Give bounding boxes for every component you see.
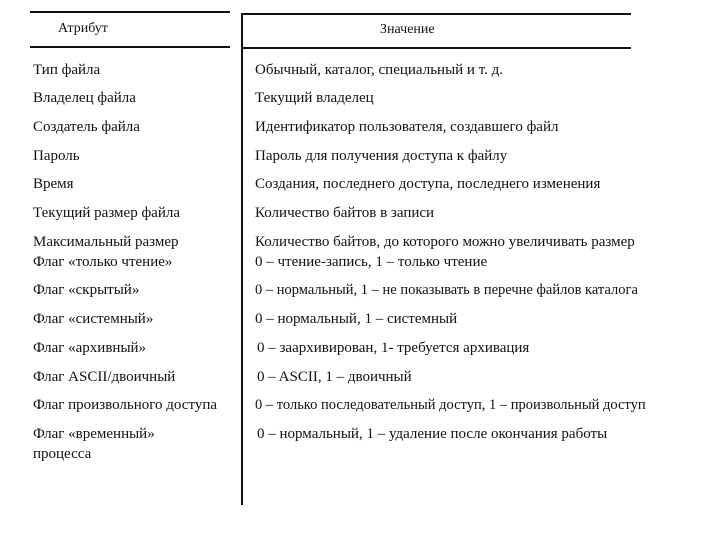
value-current-size: Количество байтов в записи (255, 205, 435, 221)
value-time: Создания, последнего доступа, последнего изменения (255, 176, 601, 192)
value-archive-flag: 0 – заархивирован, 1- требуется архивация (257, 340, 530, 356)
header-attribute: Атрибут (58, 21, 108, 36)
value-file-owner: Текущий владелец (255, 90, 374, 106)
value-system-flag: 0 – нормальный, 1 – системный (255, 311, 458, 327)
value-random-access-flag: 0 – только последовательный доступ, 1 – произвольный доступ (255, 397, 646, 413)
header-value: Значение (380, 22, 435, 37)
value-max-size-readonly: Количество байтов, до которого можно увеличивать размер 0 – чтение-запись, 1 – только чтение (255, 234, 635, 270)
header-bottom-rule-right (243, 47, 631, 49)
header-top-rule-left (30, 11, 230, 13)
attr-system-flag: Флаг «системный» (33, 311, 154, 327)
header-bottom-rule-left (30, 46, 230, 48)
attr-password: Пароль (33, 148, 80, 164)
value-file-type: Обычный, каталог, специальный и т. д. (255, 62, 504, 78)
attr-current-size: Текущий размер файла (33, 205, 180, 221)
attr-file-creator: Создатель файла (33, 119, 140, 135)
value-file-creator: Идентификатор пользователя, создавшего файл (255, 119, 559, 135)
attr-file-owner: Владелец файла (33, 90, 136, 106)
attr-max-size-readonly: Максимальный размер Флаг «только чтение» (33, 234, 179, 270)
attr-time: Время (33, 176, 74, 192)
attr-temporary-flag: Флаг «временный» процесса (33, 426, 155, 462)
value-password: Пароль для получения доступа к файлу (255, 148, 508, 164)
attr-random-access-flag: Флаг произвольного доступа (33, 397, 217, 413)
header-top-rule-right (243, 13, 631, 15)
value-hidden-flag: 0 – нормальный, 1 – не показывать в перечне файлов каталога (255, 282, 638, 298)
attr-ascii-binary-flag: Флаг ASCII/двоичный (33, 369, 176, 385)
attr-file-type: Тип файла (33, 62, 101, 78)
value-temporary-flag: 0 – нормальный, 1 – удаление после окончания работы (257, 426, 608, 442)
attr-archive-flag: Флаг «архивный» (33, 340, 147, 356)
attr-hidden-flag: Флаг «скрытый» (33, 282, 140, 298)
column-divider (241, 13, 243, 505)
value-ascii-binary-flag: 0 – ASCII, 1 – двоичный (257, 369, 412, 385)
